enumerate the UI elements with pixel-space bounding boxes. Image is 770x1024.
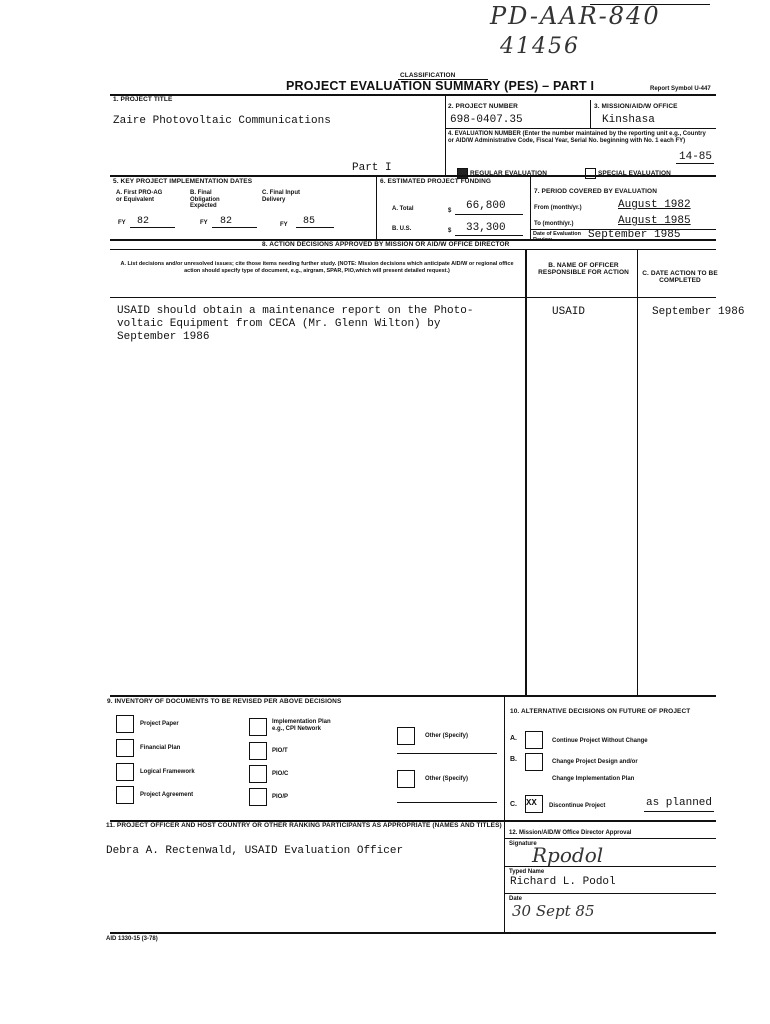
project-paper-checkbox[interactable]: [116, 715, 134, 733]
funding-us-label: B. U.S.: [392, 226, 412, 232]
pio-p-checkbox[interactable]: [249, 788, 267, 806]
first-proag-fy: FY: [118, 220, 126, 226]
decision-text: USAID should obtain a maintenance report on the Photo- voltaic Equipment from CECA (Mr. Glenn Wilton) by September 1986: [117, 305, 474, 343]
regular-evaluation-label: REGULAR EVALUATION: [470, 170, 548, 177]
signature-label: Signature: [509, 841, 537, 847]
implementation-plan-checkbox[interactable]: [249, 718, 267, 736]
financial-plan-label: Financial Plan: [140, 745, 181, 751]
pio-t-label: PIO/T: [272, 748, 288, 754]
final-input-underline: [296, 227, 334, 228]
mission-label: 3. MISSION/AID/W OFFICE: [594, 103, 678, 110]
funding-us-currency: $: [448, 228, 452, 234]
alternative-decisions-label: 10. ALTERNATIVE DECISIONS ON FUTURE OF PROJECT: [510, 708, 691, 715]
handwritten-record-number: 41456: [500, 34, 580, 59]
divider-v5: [525, 249, 527, 695]
funding-us-value: 33,300: [466, 222, 506, 234]
period-label: 7. PERIOD COVERED BY EVALUATION: [534, 188, 658, 195]
other-specify-2-checkbox[interactable]: [397, 770, 415, 788]
approval-line-1: [504, 838, 716, 839]
project-paper-label: Project Paper: [140, 721, 179, 727]
implementation-plan-label: Implementation Plan e.g., CPI Network: [272, 719, 331, 732]
logical-framework-checkbox[interactable]: [116, 763, 134, 781]
period-to-label: To (month/yr.): [534, 221, 574, 227]
inventory-label: 9. INVENTORY OF DOCUMENTS TO BE REVISED PER ABOVE DECISIONS: [107, 698, 342, 705]
project-title-part: Part I: [352, 162, 392, 174]
row-line-2: [110, 175, 716, 177]
discontinue-project-mark: XX: [526, 798, 537, 808]
change-project-label-2: Change Implementation Plan: [552, 776, 635, 782]
classification-label: CLASSIFICATION: [400, 72, 456, 79]
project-agreement-label: Project Agreement: [140, 792, 194, 798]
project-officer-value: Debra A. Rectenwald, USAID Evaluation Officer: [106, 845, 404, 857]
approval-date-value: 30 Sept 85: [512, 902, 595, 920]
alt-a-letter: A.: [510, 735, 517, 742]
divider-v6: [637, 249, 638, 695]
approval-label: 12. Mission/AID/W Office Director Approval: [509, 830, 632, 836]
row-line-4: [110, 249, 716, 250]
evaluation-number-value: 14-85: [679, 151, 713, 163]
evaluation-number-underline: [676, 163, 714, 164]
first-proag-value: 82: [137, 216, 150, 227]
project-title-label: 1. PROJECT TITLE: [113, 96, 173, 103]
action-decisions-c-label: C. DATE ACTION TO BE COMPLETED: [642, 270, 718, 284]
change-project-label-1: Change Project Design and/or: [552, 759, 638, 765]
project-title-value: Zaire Photovoltaic Communications: [113, 115, 331, 127]
typed-name-label: Typed Name: [509, 869, 545, 875]
other-2-line: [397, 802, 497, 803]
funding-total-value: 66,800: [466, 200, 506, 212]
approval-date-label: Date: [509, 896, 523, 902]
alt-b-letter: B.: [510, 756, 517, 763]
pio-t-checkbox[interactable]: [249, 742, 267, 760]
divider-v3: [376, 175, 377, 239]
review-date-value: September 1985: [588, 229, 681, 241]
logical-framework-label: Logical Framework: [140, 769, 195, 775]
continue-project-label: Continue Project Without Change: [552, 738, 648, 744]
funding-label: 6. ESTIMATED PROJECT FUNDING: [380, 178, 492, 185]
row-line-6: [110, 695, 716, 697]
change-project-checkbox[interactable]: [525, 753, 543, 771]
special-evaluation-checkbox[interactable]: [585, 168, 596, 179]
project-number-label: 2. PROJECT NUMBER: [448, 103, 518, 110]
action-officer-value: USAID: [552, 306, 586, 318]
alt-c-letter: C.: [510, 801, 517, 808]
other-specify-2-label: Other (Specify): [425, 776, 469, 782]
divider-v2: [590, 100, 591, 128]
key-dates-label: 5. KEY PROJECT IMPLEMENTATION DATES: [113, 178, 253, 185]
funding-total-currency: $: [448, 208, 452, 214]
final-input-fy: FY: [280, 222, 288, 228]
discontinue-note-underline: [644, 811, 714, 812]
first-proag-label: A. First PRO-AG or Equivalent: [116, 190, 163, 203]
project-officer-label: 11. PROJECT OFFICER AND HOST COUNTRY OR OTHER RANKING PARTICIPANTS AS APPROPRIATE (NAMES AND TITLES): [106, 822, 502, 829]
report-symbol: Report Symbol U-447: [650, 86, 711, 92]
other-1-line: [397, 753, 497, 754]
project-number-value: 698-0407.35: [450, 114, 523, 126]
other-specify-1-checkbox[interactable]: [397, 727, 415, 745]
evaluation-number-label: 4. EVALUATION NUMBER (Enter the number maintained by the reporting unit e.g., Country or AID/W Administrative Code, Fiscal Year, Serial No. beginning with No. 1 each FY): [448, 131, 706, 144]
final-input-value: 85: [303, 216, 316, 227]
discontinue-project-label: Discontinue Project: [549, 803, 606, 809]
financial-plan-checkbox[interactable]: [116, 739, 134, 757]
final-obligation-underline: [212, 227, 257, 228]
mission-value: Kinshasa: [602, 114, 655, 126]
other-specify-1-label: Other (Specify): [425, 733, 469, 739]
period-to-value: August 1985: [618, 215, 691, 227]
period-from-label: From (month/yr.): [534, 205, 582, 211]
funding-us-underline: [455, 235, 523, 236]
pio-p-label: PIO/P: [272, 794, 289, 800]
project-agreement-checkbox[interactable]: [116, 786, 134, 804]
typed-name-value: Richard L. Podol: [510, 876, 616, 888]
final-obligation-value: 82: [220, 216, 233, 227]
continue-project-checkbox[interactable]: [525, 731, 543, 749]
divider-v8: [504, 820, 505, 932]
final-obligation-fy: FY: [200, 220, 208, 226]
action-decisions-a-label: A. List decisions and/or unresolved issues; cite those items needing further study. (NOTE: Mission decisions which anticipate AID/W or regional office action should specify type of document, e.g., airgram, SPAR, PIO,which will present detailed request.): [120, 261, 514, 274]
first-proag-underline: [130, 227, 175, 228]
row-line-1: [445, 128, 716, 129]
pio-c-checkbox[interactable]: [249, 765, 267, 783]
action-decisions-b-label: B. NAME OF OFFICER RESPONSIBLE FOR ACTION: [538, 262, 629, 276]
signature-image: Rpodol: [532, 843, 604, 867]
top-rule: [590, 4, 710, 5]
action-date-value: September 1986: [652, 306, 745, 318]
row-line-5: [110, 297, 716, 298]
form-bottom-border: [110, 932, 716, 934]
approval-line-3: [504, 893, 716, 894]
pio-c-label: PIO/C: [272, 771, 289, 777]
final-obligation-label: B. Final Obligation Expected: [190, 190, 220, 209]
divider-v7: [504, 695, 505, 820]
form-number: AID 1330-15 (3-78): [106, 936, 158, 942]
form-top-border: [110, 94, 716, 96]
discontinue-project-note: as planned: [646, 797, 713, 809]
final-input-label: C. Final Input Delivery: [262, 190, 300, 203]
review-date-label: Date of Evaluation Review: [533, 231, 581, 243]
funding-total-label: A. Total: [392, 206, 414, 212]
approval-line-2: [504, 866, 716, 867]
special-evaluation-label: SPECIAL EVALUATION: [598, 170, 671, 177]
handwritten-document-id: PD-AAR-840: [490, 2, 661, 30]
action-decisions-label: 8. ACTION DECISIONS APPROVED BY MISSION OR AID/W OFFICE DIRECTOR: [262, 241, 510, 248]
form-title: PROJECT EVALUATION SUMMARY (PES) – PART I: [286, 79, 595, 93]
period-from-value: August 1982: [618, 199, 691, 211]
divider-v1: [445, 94, 446, 175]
funding-total-underline: [455, 214, 523, 215]
